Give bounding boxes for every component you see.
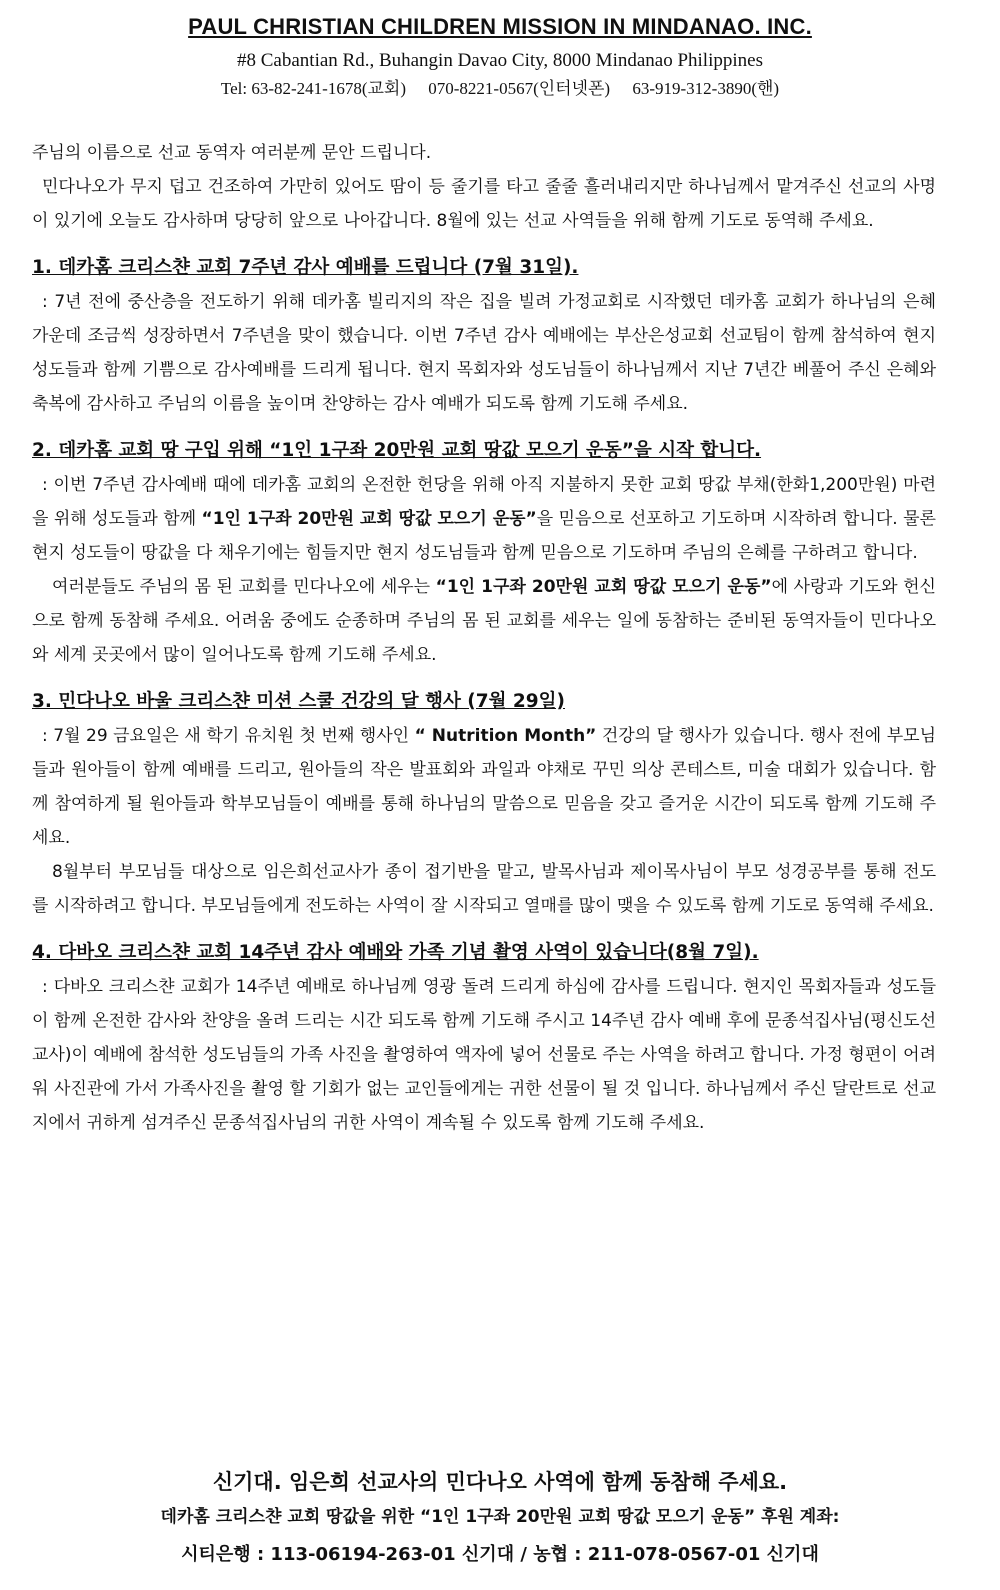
organization-address: #8 Cabantian Rd., Buhangin Davao City, 8000 Mindanao Philippines [237,50,763,71]
greeting: 주님의 이름으로 선교 동역자 여러분께 문안 드립니다. [32,143,432,163]
section-3-paragraph-1 [32,719,936,855]
tel-internet: 070-8221-0567(인터넷폰) [428,79,611,98]
section-1-body: : 7년 전에 중산층을 전도하기 위해 데카홈 빌리지의 작은 집을 빌려 가정교회로 시작했던 데카홈 교회가 하나님의 은혜 가운데 조금씩 성장하면서 7주년을 맞이 했습니다. 이번 7주년 감사 예배에는 부산은성교회 선교팀이 함께 참석하여 현지 성도들과 함께 기쁨으로 감사예배를 드리게 됩니다. 현지 목회자와 성도님들이 하나님께서 지난 7년간 베풀어 주신 은혜와 축복에 감사하고 주님의 이름을 높이며 찬양하는 감사 예배가 되도록 함께 기도해 주세요. [32,292,936,414]
campaign-name: “1인 1구좌 20만원 교회 땅값 모으기 운동” [201,509,537,529]
campaign-name: “1인 1구좌 20만원 교회 땅값 모으기 운동” [435,577,772,597]
text-run: 건강의 달 행사가 있습니다. 행사 전에 부모님들과 원아들이 함께 예배를 드리고, 원아들의 작은 발표회와 과일과 야채로 꾸민 의상 콘테스트, 미술 대회가 있습니다. 함께 참여하게 될 원아들과 학부모님들이 예배를 통해 하나님의 말씀으로 믿음을 갖고 즐거운 시간이 되도록 함께 기도해 주세요. [32,726,937,848]
section-1-title: 1. 데카홈 크리스챤 교회 7주년 감사 예배를 드립니다 (7월 31일). [32,257,579,278]
letterhead [0,0,1000,102]
section-4-heading [32,936,936,970]
donation-account-label: 데카홈 크리스챤 교회 땅값을 위한 “1인 1구좌 20만원 교회 땅값 모으기 운동” 후원 계좌: [160,1507,840,1527]
event-name: “ Nutrition Month” [414,726,597,746]
letter-body [32,136,936,1140]
section-2-paragraph-2 [32,570,936,672]
text-run: : 이번 7주년 감사예배 때에 데카홈 교회의 온전한 헌당을 위해 아직 지불하지 못한 교회 땅값 부채(한화1,200만원) 마련을 위해 성도들과 함께 [32,475,936,529]
section-3-title: 3. 민다나오 바울 크리스챤 미션 스쿨 건강의 달 행사 (7월 29일) [32,691,565,712]
section-2-heading [32,434,936,468]
text-run: 여러분들도 주님의 몸 된 교회를 민다나오에 세우는 [52,577,436,597]
bank-accounts: 시티은행 : 113-06194-263-01 신기대 / 농협 : 211-078-0567-01 신기대 [181,1544,819,1565]
section-4-title-a: 4. 다바오 크리스챤 교회 14주년 감사 예배와 [32,942,403,963]
intro-paragraph: 민다나오가 무지 덥고 건조하여 가만히 있어도 땀이 등 줄기를 타고 줄줄 흘러내리지만 하나님께서 맡겨주신 선교의 사명이 있기에 오늘도 감사하며 당당히 앞으로 나아갑니다. 8월에 있는 선교 사역들을 위해 함께 기도로 동역해 주세요. [32,177,936,231]
contact-numbers [0,76,1000,102]
text-run: 에 사랑과 기도와 헌신으로 함께 동참해 주세요. 어려움 중에도 순종하며 주님의 몸 된 교회를 세우는 일에 동참하는 준비된 동역자들이 민다나오와 세계 곳곳에서 많이 일어나도록 함께 기도해 주세요. [32,577,936,665]
tel-church: Tel: 63-82-241-1678(교회) [220,79,406,98]
section-1-heading [32,251,936,285]
closing-appeal: 신기대. 임은희 선교사의 민다나오 사역에 함께 동참해 주세요. [212,1470,788,1494]
section-3-paragraph-2: 8월부터 부모님들 대상으로 임은희선교사가 종이 접기반을 맡고, 발목사님과 제이목사님이 부모 성경공부를 통해 전도를 시작하려고 합니다. 부모님들에게 전도하는 사역이 잘 시작되고 열매를 많이 맺을 수 있도록 함께 기도로 동역해 주세요. [32,862,936,916]
section-3-heading [32,685,936,719]
section-2-paragraph-1 [32,468,936,570]
section-2-title: 2. 데카홈 교회 땅 구입 위해 “1인 1구좌 20만원 교회 땅값 모으기 운동”을 시작 합니다. [32,440,762,461]
text-run: : 7월 29 금요일은 새 학기 유치원 첫 번째 행사인 [42,726,415,746]
tel-mobile: 63-919-312-3890(핸) [632,79,780,98]
section-4-title-b: 가족 기념 촬영 사역이 있습니다(8월 7일). [408,942,759,963]
section-4-body: : 다바오 크리스챤 교회가 14주년 예배로 하나님께 영광 돌려 드리게 하심에 감사를 드립니다. 현지인 목회자들과 성도들이 함께 온전한 감사와 찬양을 올려 드리는 시간 되도록 함께 기도해 주시고 14주년 감사 예배 후에 문종석집사님(평신도선교사)이 예배에 참석한 성도님들의 가족 사진을 촬영하여 액자에 넣어 선물로 주는 사역을 하려고 합니다. 가정 형편이 어려워 사진관에 가서 가족사진을 촬영 할 기회가 없는 교인들에게는 귀한 선물이 될 것 입니다. 하나님께서 주신 달란트로 선교지에서 귀하게 섬겨주신 문종석집사님의 귀한 사역이 계속될 수 있도록 함께 기도해 주세요. [32,977,936,1133]
organization-name: PAUL CHRISTIAN CHILDREN MISSION IN MINDANAO. INC. [188,14,812,39]
text-run: 을 믿음으로 선포하고 기도하며 시작하려 합니다. 물론 현지 성도들이 땅값을 다 채우기에는 힘들지만 현지 성도님들과 함께 믿음으로 기도하며 주님의 은혜를 구하려고 합니다. [32,509,936,563]
